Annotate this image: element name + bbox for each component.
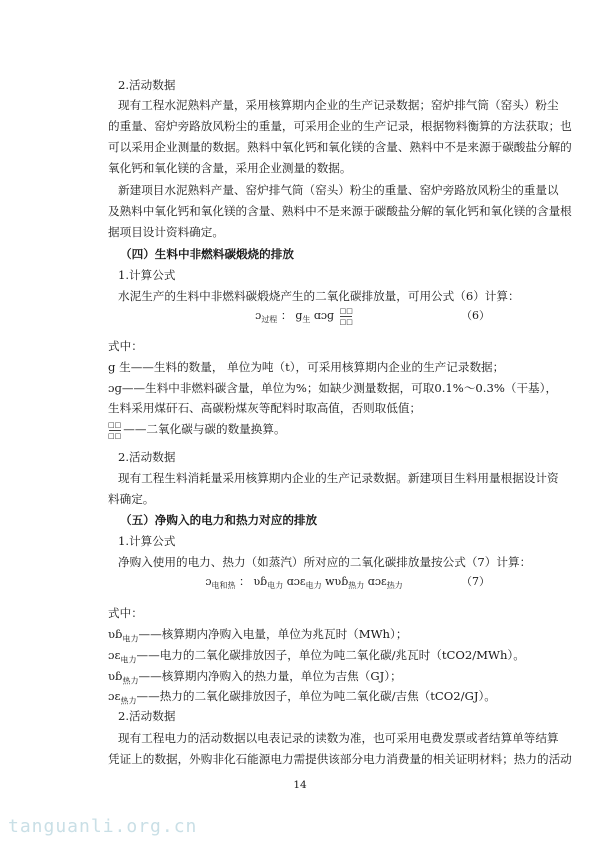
fraction-44-12: $\frac{□□}{□□}$ — [108, 420, 122, 440]
paragraph-line: 可以采用企业测量的数据。熟料中氧化钙和氧化镁的含量、熟料中不是来源于碳酸盐分解的 — [108, 140, 572, 154]
definition-line: 生料采用煤矸石、高碳粉煤灰等配料时取高值，否则取低值； — [108, 401, 422, 415]
paragraph-line: 净购入使用的电力、热力（如蒸汽）所对应的二氧化碳排放量按公式（7）计算： — [118, 555, 532, 569]
paragraph-line: 水泥生产的生料中非燃料碳煅烧产生的二氧化碳排放量，可用公式（6）计算： — [118, 289, 520, 303]
paragraph-line: 新建项目水泥熟料产量、窑炉排气筒（窑头）粉尘的重量、窑炉旁路放风粉尘的重量以 — [118, 183, 559, 197]
formula-7: ɔ$_{电和热}$ ： ʋɓ$_{电力}$ ɑɔɛ$_{电力}$ wʋɓ$_{热力}$ ɑɔɛ$_{热力}$ — [205, 575, 403, 591]
subheading-activity-data: 2.活动数据 — [118, 78, 176, 92]
where-label: 式中： — [108, 339, 143, 353]
section-heading-4: （四）生料中非燃料碳煅烧的排放 — [120, 247, 294, 261]
definition-line: $\frac{□□}{□□}$ ——二氧化碳与碳的数量换算。 — [108, 420, 286, 440]
paragraph-line: 据项目设计资料确定。 — [108, 225, 224, 239]
formula-6: ɔ$_{过程}$ ： $g_生$ ɑɔɡ $\frac{□□}{□□}$ — [255, 306, 353, 326]
subheading-activity-data: 2.活动数据 — [118, 709, 176, 723]
formula-number: （7） — [461, 575, 490, 588]
definition-line: ʋɓ$_{热力}$——核算期内净购入的热力量，单位为吉焦（GJ）； — [108, 669, 402, 686]
paragraph-line: 的重量、窑炉旁路放风粉尘的重量，可采用企业的生产记录，根据物料衡算的方法获取；也 — [108, 119, 572, 133]
page-number: 14 — [293, 779, 307, 791]
paragraph-line: 料确定。 — [108, 492, 155, 506]
definition-line: ʋɓ$_{电力}$——核算期内净购入电量，单位为兆瓦时（MWh）； — [108, 627, 408, 644]
section-heading-5: （五）净购入的电力和热力对应的排放 — [120, 513, 318, 527]
where-label: 式中： — [108, 606, 143, 620]
definition-line: ɔɡ——生料中非燃料碳含量，单位为%；如缺少测量数据，可取0.1%～0.3%（干基）， — [108, 381, 558, 395]
paragraph-line: 现有工程水泥熟料产量，采用核算期内企业的生产记录数据；窑炉排气筒（窑头）粉尘 — [118, 98, 559, 112]
definition-line: g 生——生料的数量， 单位为吨（t），可采用核算期内企业的生产记录数据； — [108, 360, 505, 374]
fraction-44-12: $\frac{□□}{□□}$ — [339, 306, 353, 326]
paragraph-line: 氧化钙和氧化镁的含量，采用企业测量的数据。 — [108, 161, 352, 175]
watermark: tanguanli.org.cn — [8, 816, 198, 837]
subheading-formula: 1.计算公式 — [118, 268, 176, 282]
paragraph-line: 现有工程电力的活动数据以电表记录的读数为准，也可采用电费发票或者结算单等结算 — [118, 731, 559, 745]
formula-number: （6） — [461, 309, 490, 322]
subheading-activity-data: 2.活动数据 — [118, 450, 176, 464]
definition-line: ɔɛ$_{热力}$——热力的二氧化碳排放因子，单位为吨二氧化碳/吉焦（tCO2/GJ）。 — [108, 689, 496, 706]
paragraph-line: 现有工程生料消耗量采用核算期内企业的生产记录数据。新建项目生料用量根据设计资 — [118, 471, 559, 485]
paragraph-line: 及熟料中氧化钙和氧化镁的含量、熟料中不是来源于碳酸盐分解的氧化钙和氧化镁的含量根 — [108, 204, 572, 218]
paragraph-line: 凭证上的数据，外购非化石能源电力需提供该部分电力消费量的相关证明材料；热力的活动 — [108, 752, 572, 766]
definition-line: ɔɛ$_{电力}$——电力的二氧化碳排放因子，单位为吨二氧化碳/兆瓦时（tCO2/MWh）。 — [108, 648, 525, 665]
subheading-formula: 1.计算公式 — [118, 534, 176, 548]
